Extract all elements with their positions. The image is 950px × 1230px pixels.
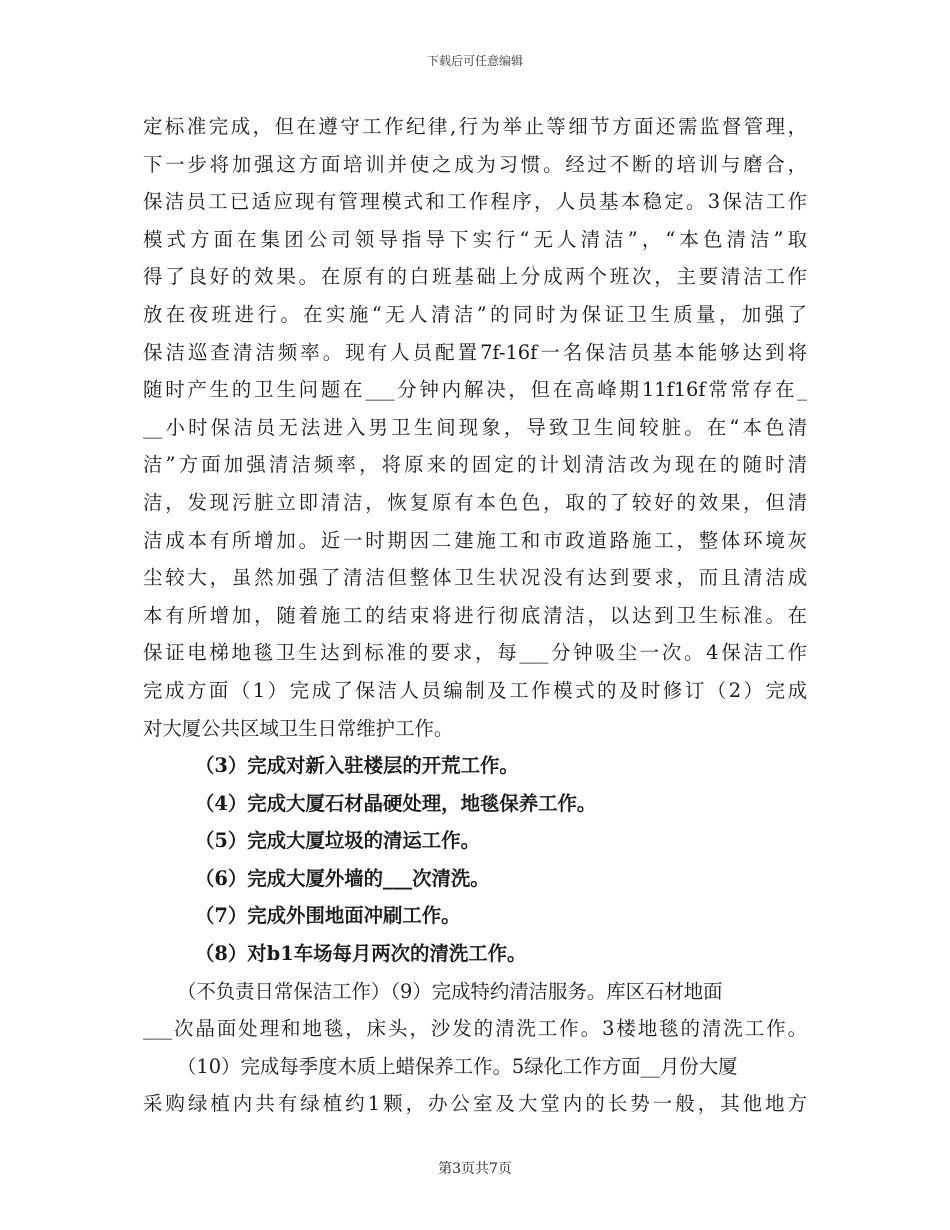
text-line: 采购绿植内共有绿植约1颗，办公室及大堂内的长势一般，其他地方 [143,1092,807,1116]
text-line: 下一步将加强这方面培训并使之成为习惯。经过不断的培训与磨合， [143,152,807,176]
body-text [143,108,807,1123]
list-item: （6）完成大厦外墙的___次清洗。 [195,866,490,890]
text-line: 洁”方面加强清洁频率，将原来的固定的计划清洁改为现在的随时清 [143,453,807,477]
text-line: 尘较大，虽然加强了清洁但整体卫生状况没有达到要求，而且清洁成 [143,566,807,590]
list-item: （7）完成外围地面冲刷工作。 [195,904,461,928]
text-line: 模式方面在集团公司领导指导下实行“无人清洁”，“本色清洁”取 [143,227,807,251]
text-line: 完成方面（1）完成了保洁人员编制及工作模式的及时修订（2）完成 [143,678,807,702]
text-line: 对大厦公共区域卫生日常维护工作。 [143,716,454,740]
list-item: （3）完成对新入驻楼层的开荒工作。 [195,754,519,778]
text-line: 洁，发现污脏立即清洁，恢复原有本色色，取的了较好的效果，但清 [143,490,807,514]
text-line: 放在夜班进行。在实施“无人清洁”的同时为保证卫生质量，加强了 [143,302,807,326]
text-line: __小时保洁员无法进入男卫生间现象，导致卫生间较脏。在“本色清 [143,415,807,439]
text-line: 本有所增加，随着施工的结束将进行彻底清洁，以达到卫生标准。在 [143,603,807,627]
list-item: （8）对b1车场每月两次的清洗工作。 [195,942,527,966]
text-line: ___次晶面处理和地毯，床头，沙发的清洗工作。3楼地毯的清洗工作。 [143,1017,807,1041]
text-line: 随时产生的卫生问题在___分钟内解决，但在高峰期11f16f常常存在_ [143,378,807,402]
text-line: （10）完成每季度木质上蜡保养工作。5绿化工作方面__月份大厦 [177,1054,738,1078]
text-line: （不负责日常保洁工作）（9）完成特约清洁服务。库区石材地面 [177,979,723,1003]
text-line: 洁成本有所增加。近一时期因二建施工和市政道路施工，整体环境灰 [143,528,807,552]
page-header: 下载后可任意编辑 [426,54,523,68]
text-line: 得了良好的效果。在原有的白班基础上分成两个班次，主要清洁工作 [143,265,807,289]
list-item: （4）完成大厦石材晶硬处理，地毯保养工作。 [195,791,597,815]
text-line: 定标准完成，但在遵守工作纪律,行为举止等细节方面还需监督管理， [143,115,807,138]
list-item: （5）完成大厦垃圾的清运工作。 [195,829,480,853]
text-line: 保证电梯地毯卫生达到标准的要求，每___分钟吸尘一次。4保洁工作 [143,641,807,665]
page-footer: 第3页共7页 [438,1161,512,1177]
text-line: 保洁巡查清洁频率。现有人员配置7f-16f一名保洁员基本能够达到将 [143,340,807,364]
text-line: 保洁员工已适应现有管理模式和工作程序，人员基本稳定。3保洁工作 [143,190,807,214]
